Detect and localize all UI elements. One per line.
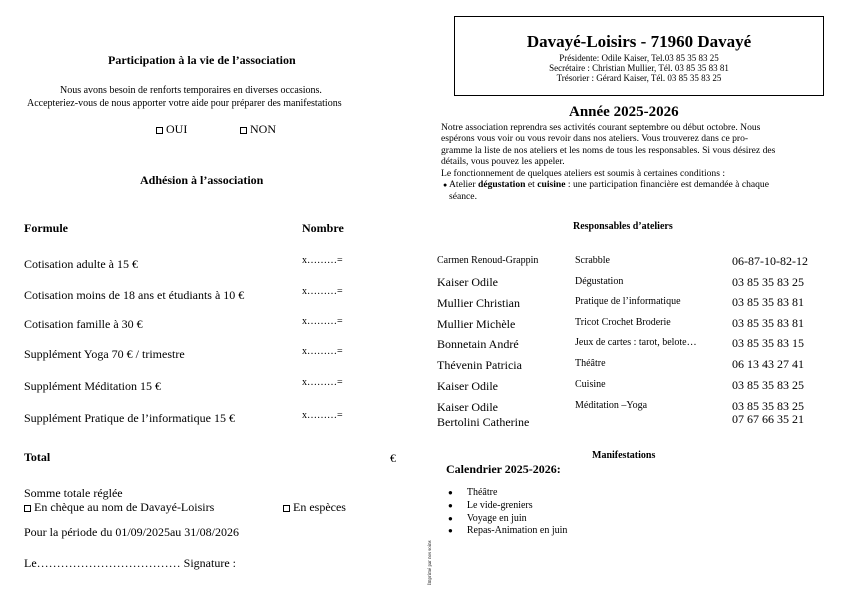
intro-line: Le fonctionnement de quelques ateliers est soumis à certaines conditions : [441,167,725,179]
total-label: Total [24,450,51,464]
formule-header: Formule [24,221,68,235]
signature-line[interactable]: Le……………………………… Signature : [24,556,236,570]
responsable-atelier: Cuisine [575,379,606,390]
responsable-name: Carmen Renoud-Grappin [437,255,539,266]
responsable-name: Bonnetain André [437,337,519,351]
formule-row-qty[interactable]: x………= [302,377,343,388]
tresorier-line: Trésorier : Gérard Kaiser, Tél. 03 85 35 83 25 [556,73,722,83]
intro-line: Notre association reprendra ses activités courant septembre ou début octobre. Nous [441,122,761,133]
responsable-atelier: Jeux de cartes : tarot, belote… [575,337,697,348]
formule-row-qty[interactable]: x………= [302,410,343,421]
responsables-title: Responsables d’ateliers [573,221,673,232]
annee-title: Année 2025-2026 [569,104,679,120]
condition-line: ● Atelier dégustation et cuisine : une participation financière est demandée à chaque [443,179,769,191]
formule-row-label: Supplément Méditation 15 € [24,379,161,393]
especes-label: En espèces [293,500,346,514]
oui-checkbox[interactable] [156,127,163,134]
manifestations-title: Manifestations [592,450,656,461]
responsable-atelier: Scrabble [575,255,610,266]
cheque-option[interactable] [24,500,214,515]
responsable-atelier: Dégustation [575,276,624,287]
formule-row-qty[interactable]: x………= [302,316,343,327]
bullet-icon: ● [448,501,453,510]
periode-text: Pour la période du 01/09/2025au 31/08/2026 [24,525,239,539]
responsable-tel: 03 85 35 83 25 [732,378,804,392]
formule-row-label: Cotisation famille à 30 € [24,317,143,331]
bullet-icon: ● [448,514,453,523]
responsable-tel: 06-87-10-82-12 [732,254,808,268]
intro-paragraph [441,122,829,203]
participation-text-2: Accepteriez-vous de nous apporter votre aide pour préparer des manifestations [27,98,342,109]
event-item: ● Repas-Animation en juin [448,525,568,536]
formule-row-label: Supplément Pratique de l’informatique 15 € [24,411,235,425]
especes-option[interactable] [283,500,346,515]
responsable-tel: 06 13 43 27 41 [732,357,804,371]
participation-title: Participation à la vie de l’association [108,53,296,67]
non-label: NON [250,122,276,136]
especes-checkbox[interactable] [283,505,290,512]
responsable-atelier: Tricot Crochet Broderie [575,317,671,328]
presidente-line: Présidente: Odile Kaiser, Tel.03 85 35 83 25 [559,53,719,63]
responsable-tel: 07 67 66 35 21 [732,412,804,426]
printed-note: Imprimé par nos soins [428,540,433,585]
responsable-tel: 03 85 35 83 15 [732,336,804,350]
bullet-icon: ● [448,488,453,497]
formule-row-label: Cotisation adulte à 15 € [24,257,138,271]
non-option[interactable] [240,122,276,137]
secretaire-line: Secrétaire : Christian Mullier, Tél. 03 85 35 83 81 [549,63,729,73]
responsable-name: Thévenin Patricia [437,358,522,372]
bullet-icon: ● [443,181,449,190]
intro-line: détails, vous pouvez les appeler. [441,156,565,168]
event-item: ● Théâtre [448,487,498,498]
intro-line: gramme la liste de nos ateliers et les noms de tous les responsables. Si vous désirez des [441,144,776,156]
event-item: ● Le vide-greniers [448,500,533,511]
responsable-tel: 03 85 35 83 25 [732,275,804,289]
oui-option[interactable] [156,122,187,137]
formule-row-qty[interactable]: x………= [302,346,343,357]
intro-line: espérons vous voir ou vous revoir dans nos ateliers. Vous trouverez dans ce pro- [441,133,749,145]
responsable-name: Bertolini Catherine [437,415,530,429]
responsable-atelier: Méditation –Yoga [575,400,648,411]
responsable-atelier: Pratique de l’informatique [575,296,681,307]
responsable-tel: 03 85 35 83 81 [732,295,804,309]
responsable-name: Mullier Michèle [437,317,516,331]
responsable-name: Kaiser Odile [437,379,498,393]
event-item: ● Voyage en juin [448,513,527,524]
formule-row-label: Supplément Yoga 70 € / trimestre [24,347,185,361]
oui-label: OUI [166,122,188,136]
participation-text-1: Nous avons besoin de renforts temporaires en diverses occasions. [60,85,322,96]
cheque-label: En chèque au nom de Davayé-Loisirs [34,500,215,514]
formule-row-label: Cotisation moins de 18 ans et étudiants à 10 € [24,288,245,302]
responsable-atelier: Théâtre [575,358,606,369]
responsable-tel: 03 85 35 83 81 [732,316,804,330]
condition-line-2: séance. [449,191,477,203]
adhesion-title: Adhésion à l’association [140,173,264,187]
nombre-header: Nombre [302,221,344,235]
responsable-name: Kaiser Odile [437,400,498,414]
somme-label: Somme totale réglée [24,486,123,500]
non-checkbox[interactable] [240,127,247,134]
formule-row-qty[interactable]: x………= [302,286,343,297]
calendrier-title: Calendrier 2025-2026: [446,462,561,476]
responsable-name: Kaiser Odile [437,275,498,289]
responsable-tel: 03 85 35 83 25 [732,399,804,413]
formule-row-qty[interactable]: x………= [302,255,343,266]
header-box [454,16,824,96]
responsable-name: Mullier Christian [437,296,520,310]
association-title: Davayé-Loisirs - 71960 Davayé [526,32,752,51]
bullet-icon: ● [448,526,453,535]
total-currency: € [390,451,396,465]
cheque-checkbox[interactable] [24,505,31,512]
